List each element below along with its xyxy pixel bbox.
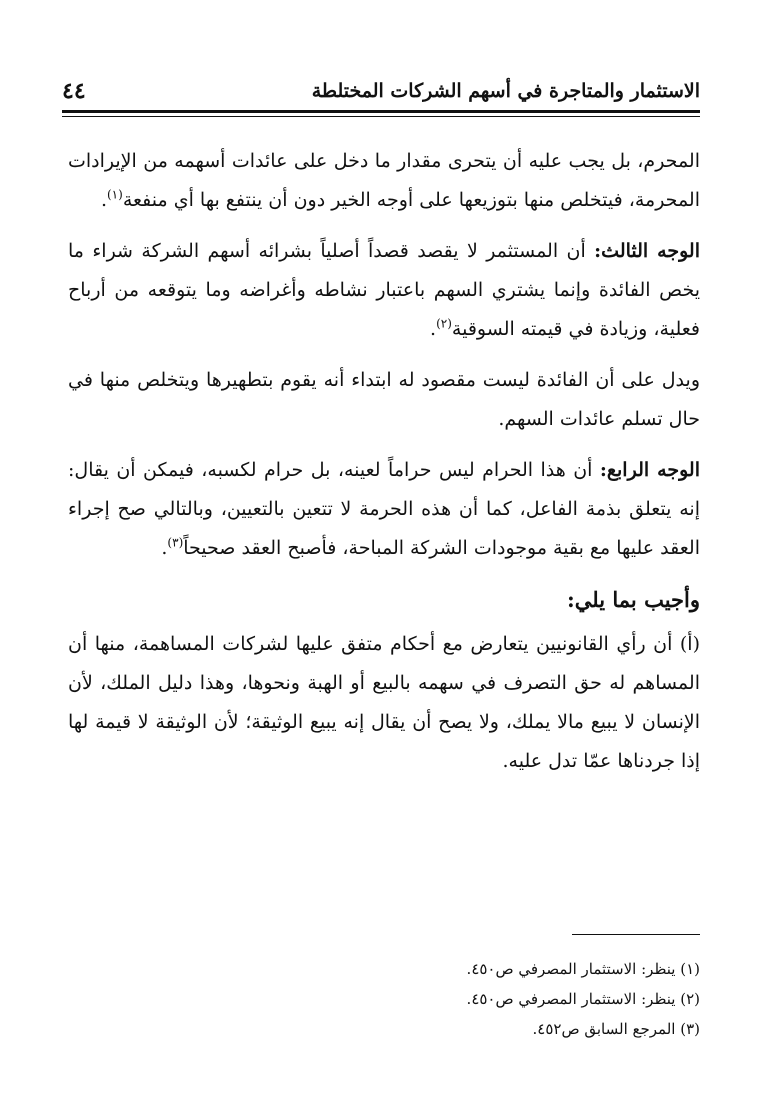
paragraph-end: . bbox=[161, 537, 168, 559]
running-header bbox=[62, 72, 700, 118]
header-rule-thin bbox=[62, 116, 700, 117]
paragraph-continuation bbox=[68, 142, 700, 220]
paragraph-answer-a bbox=[68, 625, 700, 781]
footnote-reference: (٢) bbox=[436, 316, 452, 331]
paragraph-text: أن هذا الحرام ليس حراماً لعينه، بل حرام لكسبه، فيمكن أن يقال: إنه يتعلق بذمة الفاعل، كما أن هذه الحرمة لا تتعين بالتعيين، وبالتالي صح إجراء العقد عليها مع بقية موجودات الشركة المباحة، فأصبح العقد صحيحاً bbox=[68, 459, 700, 559]
header-rule-thick bbox=[62, 110, 700, 113]
paragraph-text: (أ) أن رأي القانونيين يتعارض مع أحكام متفق عليها لشركات المساهمة، منها أن المساهم له حق التصرف في سهمه بالبيع أو الهبة ونحوها، وهذا دليل الملك، لأن الإنسان لا يبيع مالا يملك، ولا يصح أن يقال إنه يبيع الوثيقة؛ لأن الوثيقة لا قيمة لها إذا جردناها عمّا تدل عليه. bbox=[68, 633, 700, 772]
running-title: الاستثمار والمتاجرة في أسهم الشركات المختلطة bbox=[311, 80, 700, 102]
paragraph-lead: الوجه الرابع: bbox=[599, 459, 700, 481]
paragraph-text: المحرم، بل يجب عليه أن يتحرى مقدار ما دخل على عائدات أسهمه من الإيرادات المحرمة، فيتخلص منها بتوزيعها على أوجه الخير دون أن ينتفع بها أي منفعة bbox=[68, 150, 700, 211]
footnote-reference: (١) bbox=[106, 187, 123, 202]
footnote-item: (١) ينظر: الاستثمار المصرفي ص٤٥٠. bbox=[466, 960, 700, 978]
footnote-reference: (٣) bbox=[167, 535, 184, 550]
paragraph-text: أن المستثمر لا يقصد قصداً أصلياً بشرائه أسهم الشركة شراء ما يخص الفائدة وإنما يشتري السهم باعتبار نشاطه وأغراضه وما يتوقعه من أرباح فعلية، وزيادة في قيمته السوقية bbox=[68, 240, 700, 340]
footnotes bbox=[68, 954, 700, 1044]
paragraph-end: . bbox=[430, 318, 437, 340]
paragraph-evidence bbox=[68, 361, 700, 439]
paragraph-text: ويدل على أن الفائدة ليست مقصود له ابتداء أنه يقوم بتطهيرها ويتخلص منها في حال تسلم عائدات السهم. bbox=[68, 369, 700, 430]
paragraph-end: . bbox=[100, 189, 107, 211]
page-number: ٤٤ bbox=[62, 78, 86, 104]
footnote-item: (٣) المرجع السابق ص٤٥٢. bbox=[532, 1020, 700, 1038]
paragraph-fourth-aspect bbox=[68, 451, 700, 568]
footnote-item: (٢) ينظر: الاستثمار المصرفي ص٤٥٠. bbox=[466, 990, 700, 1008]
section-heading: وأجيب بما يلي: bbox=[567, 587, 700, 612]
footnote-separator bbox=[572, 934, 700, 935]
main-text bbox=[68, 142, 700, 793]
paragraph-third-aspect bbox=[68, 232, 700, 349]
paragraph-lead: الوجه الثالث: bbox=[594, 240, 700, 262]
